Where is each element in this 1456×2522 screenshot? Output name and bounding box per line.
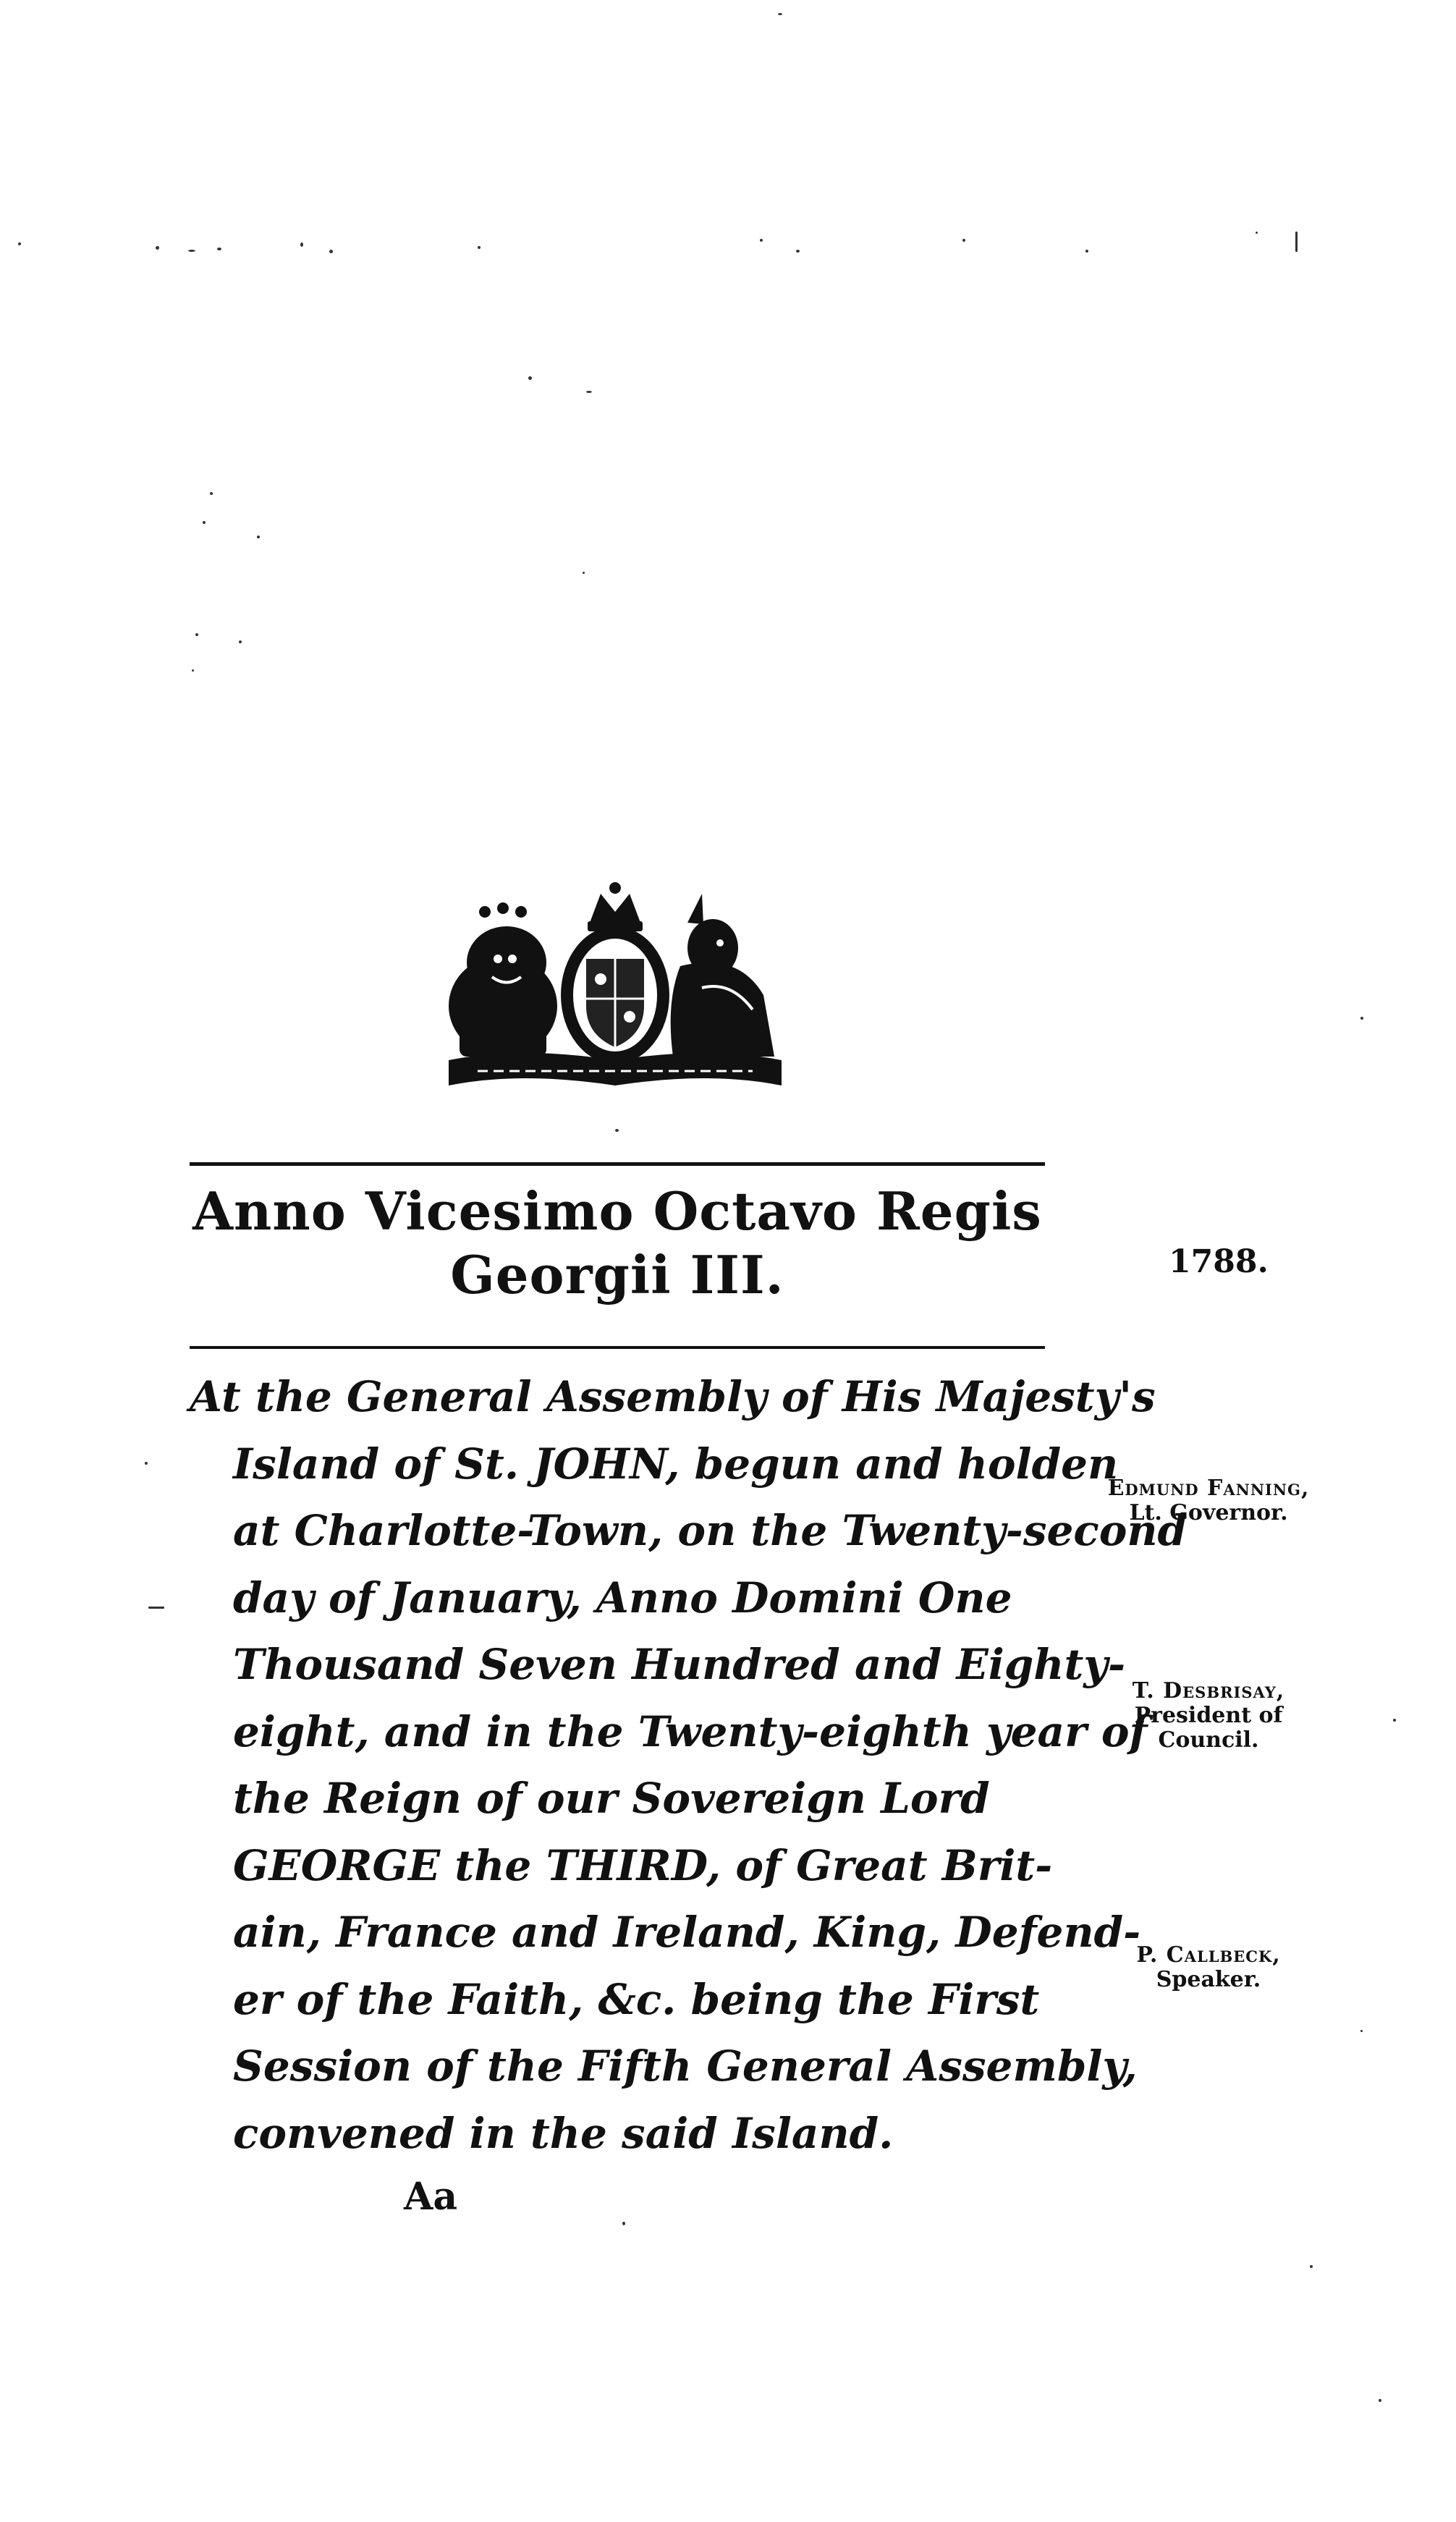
heading-line-1: Anno Vicesimo Octavo Regis — [192, 1180, 1042, 1242]
margin-note-president — [1078, 1679, 1339, 1753]
body-line: eight, and in the Twenty-eighth year of — [233, 1706, 1148, 1756]
margin-note-name: Edmund Fanning, — [1107, 1476, 1310, 1501]
signature-mark: Aa — [404, 2175, 458, 2219]
royal-coat-of-arms-emblem — [434, 879, 796, 1096]
heading-line-2: Georgii III. — [450, 1244, 784, 1306]
assembly-paragraph — [190, 1363, 1188, 2167]
body-line: convened in the said Island. — [233, 2108, 894, 2158]
body-line: Thousand Seven Hundred and Eighty- — [233, 1640, 1126, 1689]
body-line: er of the Faith, &c. being the First — [233, 1974, 1040, 2024]
margin-note-speaker — [1078, 1943, 1339, 1992]
body-line: ain, France and Ireland, King, Defend- — [233, 1908, 1141, 1957]
lion-supporter — [449, 902, 557, 1057]
margin-note-title: Council. — [1158, 1727, 1259, 1753]
margin-note-name: P. Callbeck, — [1136, 1942, 1281, 1968]
shield-and-garter — [561, 926, 669, 1064]
margin-note-governor — [1078, 1476, 1339, 1526]
unicorn-supporter — [671, 894, 774, 1057]
heading-top-rule — [190, 1162, 1045, 1166]
crown — [588, 882, 643, 931]
year-marginal: 1788. — [1169, 1243, 1269, 1280]
body-line: at Charlotte-Town, on the Twenty-second — [233, 1506, 1188, 1555]
margin-note-title: Lt. Governor. — [1129, 1500, 1288, 1526]
body-line: day of January, Anno Domini One — [233, 1573, 1012, 1622]
body-line: GEORGE the THIRD, of Great Brit- — [233, 1840, 1053, 1890]
margin-note-name: T. Desbrisay, — [1132, 1678, 1285, 1704]
body-line: Session of the Fifth General Assembly, — [233, 2041, 1138, 2091]
body-line: At the General Assembly of His Majesty's — [190, 1372, 1156, 1421]
body-line: Island of St. JOHN, begun and holden — [233, 1439, 1119, 1489]
body-line: the Reign of our Sovereign Lord — [233, 1774, 990, 1823]
margin-note-title: Speaker. — [1156, 1967, 1261, 1992]
margin-note-title: President of — [1134, 1703, 1283, 1728]
heading-bottom-rule — [190, 1346, 1045, 1349]
